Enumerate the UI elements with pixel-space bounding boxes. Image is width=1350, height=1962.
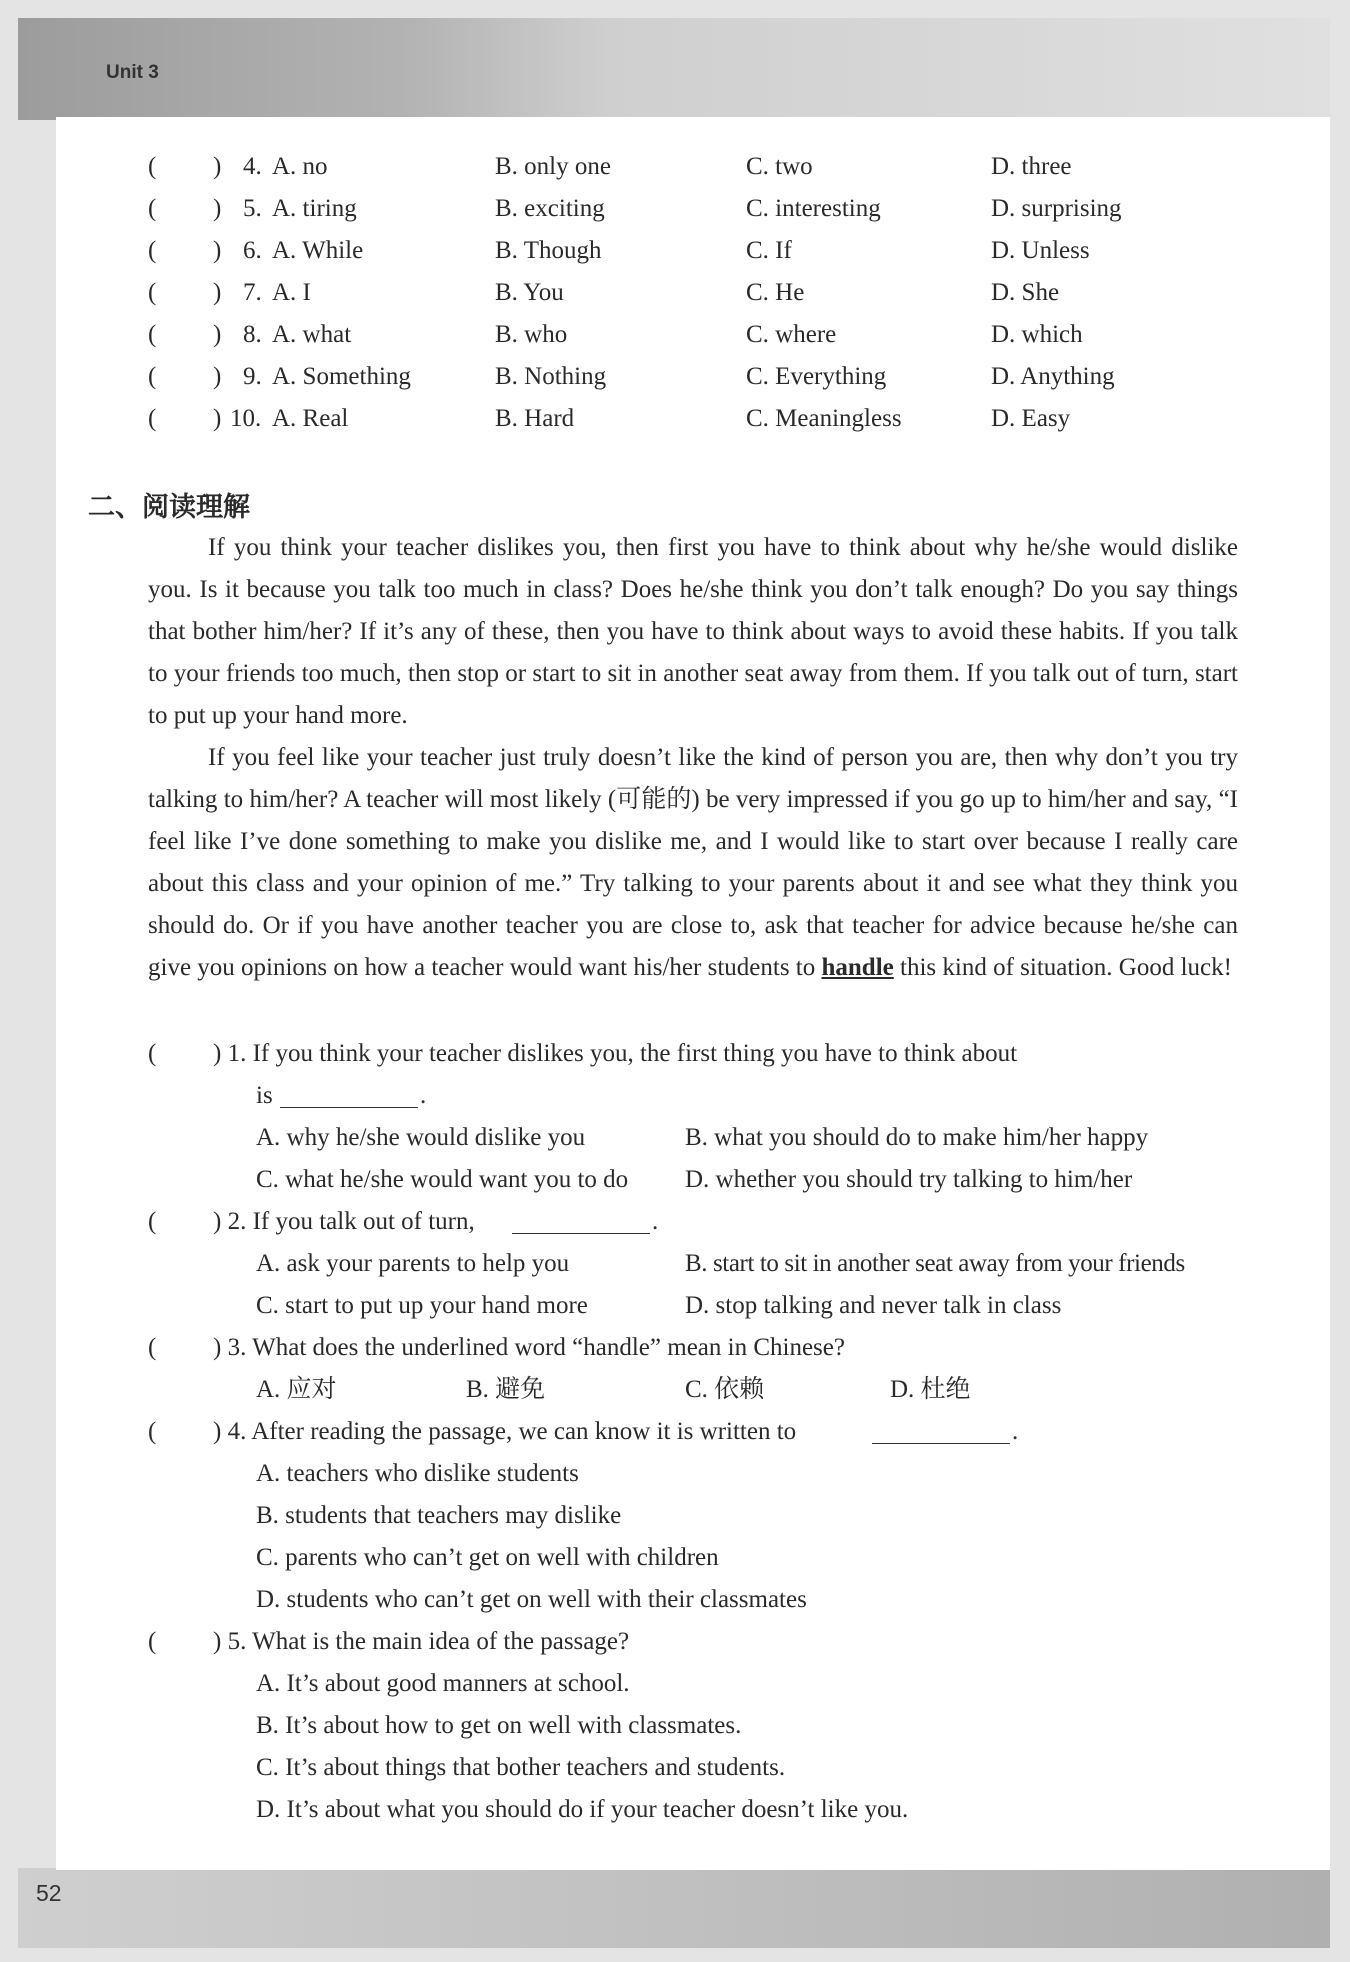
answer-blank [280,1087,418,1108]
option-c: C. He [746,279,805,306]
passage-text: If you feel like your teacher just truly doesn’t like the kind of person you are, then why don’t you try talking to him/her? A teacher will most likely (可能的) be very impressed if you go up to him/her and say, “I feel like I’ve done something to make you dislike me, and I would like to start over because I really care about this class and your opinion of me.” Try talking to your parents about it and see what they think you should do. Or if you have another teacher you are close to, ask that teacher for advice because he/she can give you opinions on how a teacher would want his/her students to [148,744,1238,981]
question-stem: ) 2. If you talk out of turn, [213,1208,475,1235]
option-d: D. surprising [991,195,1122,222]
option-c: C. where [746,321,837,348]
option-a: A. 应对 [256,1376,337,1403]
option-c: C. 依赖 [685,1376,765,1403]
answer-paren-open: ( [148,195,157,222]
question-stem: ) 1. If you think your teacher dislikes you, the first thing you have to think about [213,1040,1018,1067]
answer-paren-open: ( [148,1040,157,1067]
answer-paren-open: ( [148,1628,157,1655]
option-d: D. whether you should try talking to him/her [685,1166,1133,1193]
answer-paren-close: ) [213,195,222,222]
answer-paren-open: ( [148,1334,157,1361]
option-c: C. parents who can’t get on well with children [256,1544,719,1571]
option-d: D. three [991,153,1072,180]
option-b: B. 避免 [466,1376,546,1403]
question-stem: ) 5. What is the main idea of the passage? [213,1628,630,1655]
page-number: 52 [36,1880,62,1906]
question-number: 5. [243,195,262,222]
option-c: C. If [746,237,792,264]
option-c: C. Everything [746,363,887,390]
section-title: 二、阅读理解 [88,492,250,523]
answer-paren-close: ) [213,279,222,306]
question-number: 8. [243,321,262,348]
answer-paren-open: ( [148,1208,157,1235]
option-b: B. exciting [495,195,605,222]
option-b: B. Hard [495,405,575,432]
answer-paren-close: ) [213,237,222,264]
blank-period: . [652,1208,659,1235]
option-b: B. only one [495,153,611,180]
blank-period: . [1012,1418,1019,1445]
option-d: D. She [991,279,1060,306]
option-d: D. Easy [991,405,1071,432]
option-c: C. Meaningless [746,405,902,432]
passage-text: this kind of situation. Good luck! [893,954,1232,981]
question-stem: ) 4. After reading the passage, we can know it is written to [213,1418,797,1445]
answer-paren-open: ( [148,237,157,264]
answer-paren-open: ( [148,363,157,390]
answer-paren-open: ( [148,153,157,180]
option-c: C. two [746,153,813,180]
option-d: D. Anything [991,363,1115,390]
option-b: B. start to sit in another seat away from your friends [685,1250,1185,1277]
option-d: D. which [991,321,1083,348]
answer-paren-close: ) [213,405,222,432]
option-d: D. 杜绝 [890,1376,971,1403]
option-b: B. Nothing [495,363,607,390]
answer-blank [872,1423,1010,1444]
answer-paren-open: ( [148,1418,157,1445]
question-number: 4. [243,153,262,180]
option-d: D. It’s about what you should do if your teacher doesn’t like you. [256,1796,909,1823]
answer-paren-close: ) [213,363,222,390]
option-a: A. why he/she would dislike you [256,1124,586,1151]
passage-paragraph-2 [148,737,1238,989]
option-a: A. teachers who dislike students [256,1460,579,1487]
option-a: A. While [272,237,364,264]
option-b: B. students that teachers may dislike [256,1502,622,1529]
option-b: B. You [495,279,564,306]
option-c: C. start to put up your hand more [256,1292,588,1319]
header-band [18,18,1330,120]
answer-paren-close: ) [213,153,222,180]
option-a: A. ask your parents to help you [256,1250,570,1277]
question-number: 6. [243,237,262,264]
answer-paren-close: ) [213,321,222,348]
question-number: 10. [230,405,262,432]
option-a: A. Something [272,363,411,390]
option-d: D. Unless [991,237,1090,264]
question-number: 7. [243,279,262,306]
option-d: D. stop talking and never talk in class [685,1292,1062,1319]
option-c: C. what he/she would want you to do [256,1166,629,1193]
question-stem: ) 3. What does the underlined word “handle” mean in Chinese? [213,1334,845,1361]
option-c: C. interesting [746,195,881,222]
answer-paren-open: ( [148,279,157,306]
option-b: B. It’s about how to get on well with classmates. [256,1712,742,1739]
option-a: A. what [272,321,352,348]
option-d: D. students who can’t get on well with their classmates [256,1586,807,1613]
passage-paragraph-1 [148,527,1238,737]
unit-label: Unit 3 [106,62,159,83]
answer-paren-open: ( [148,321,157,348]
underlined-word: handle [821,954,894,981]
answer-blank [512,1213,650,1234]
option-a: A. It’s about good manners at school. [256,1670,630,1697]
option-c: C. It’s about things that bother teachers and students. [256,1754,786,1781]
passage-text: If you think your teacher dislikes you, then first you have to think about why he/she would dislike you. Is it because you talk too much in class? Does he/she think you don’t talk enough? Do you say things that bother him/her? If it’s any of these, then you have to think about ways to avoid these habits. If you talk to your friends too much, then stop or start to sit in another seat away from them. If you talk out of turn, start to put up your hand more. [148,534,1238,729]
blank-period: . [420,1082,427,1109]
answer-paren-open: ( [148,405,157,432]
option-b: B. Though [495,237,602,264]
footer-band [18,1868,1330,1948]
option-b: B. who [495,321,568,348]
question-number: 9. [243,363,262,390]
question-stem-cont: is [256,1082,273,1109]
option-a: A. tiring [272,195,357,222]
option-a: A. no [272,153,328,180]
option-a: A. I [272,279,311,306]
option-a: A. Real [272,405,349,432]
option-b: B. what you should do to make him/her happy [685,1124,1149,1151]
